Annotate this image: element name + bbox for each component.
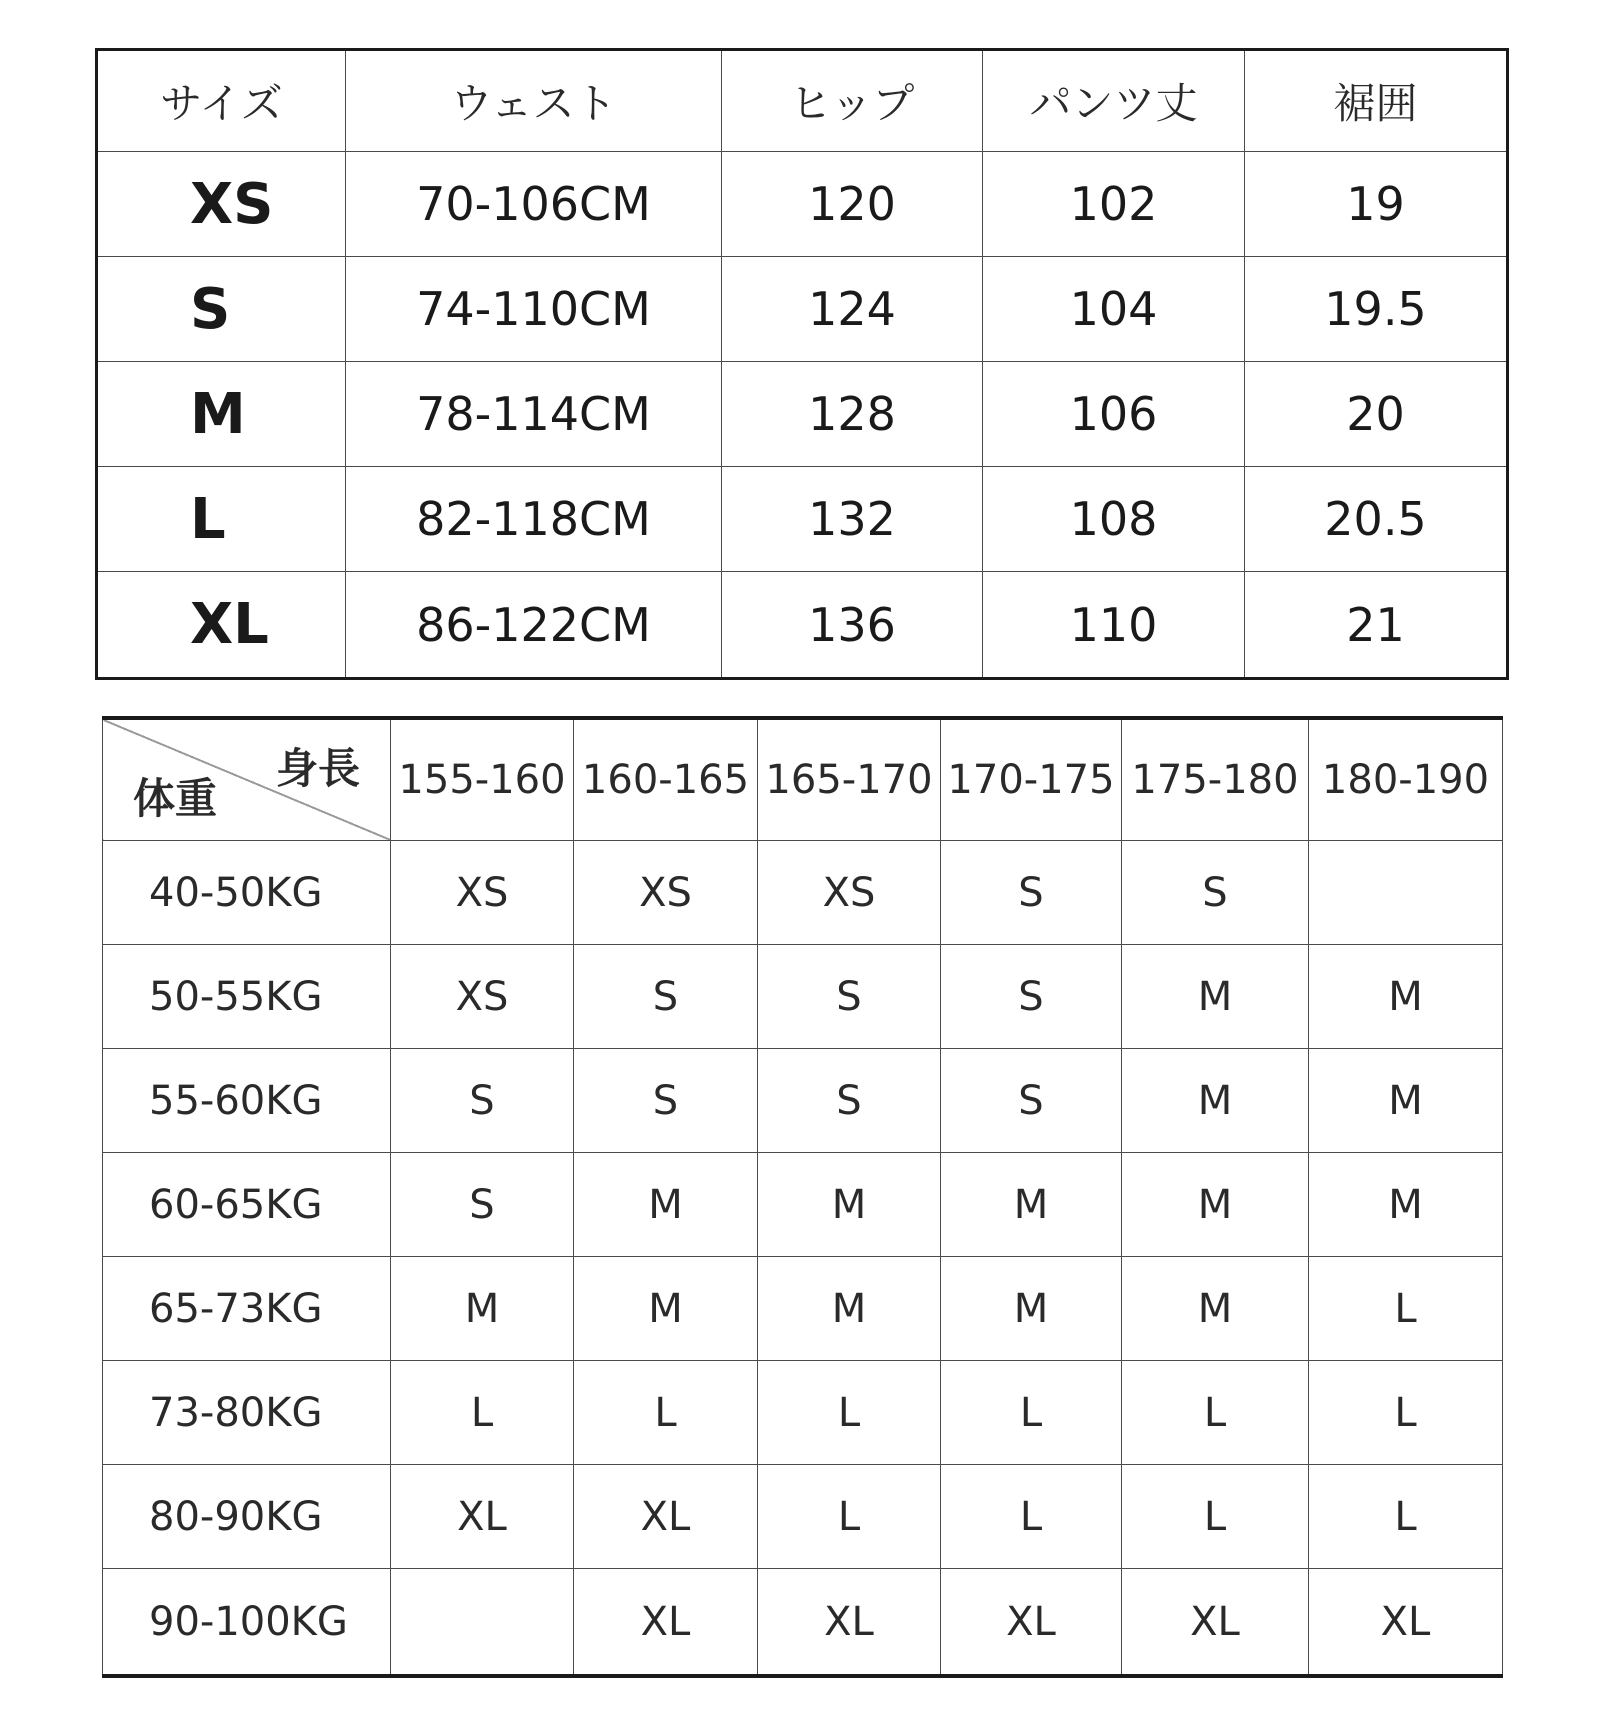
height-range-header: 165-170 xyxy=(758,718,941,841)
recommended-size: S xyxy=(758,1049,941,1153)
height-header-row xyxy=(103,718,1503,841)
weight-range-label: 65-73KG xyxy=(103,1257,391,1361)
table-row xyxy=(103,1153,1503,1257)
recommended-size: M xyxy=(1122,1049,1309,1153)
size-chart-header-row xyxy=(97,50,1508,152)
pants-length-value: 108 xyxy=(983,467,1245,572)
recommended-size: L xyxy=(1122,1361,1309,1465)
hip-value: 120 xyxy=(722,152,983,257)
hip-value: 124 xyxy=(722,257,983,362)
recommended-size: L xyxy=(1309,1257,1503,1361)
pants-length-value: 102 xyxy=(983,152,1245,257)
waist-value: 70-106CM xyxy=(346,152,722,257)
recommended-size: L xyxy=(1309,1361,1503,1465)
table-row xyxy=(103,1465,1503,1569)
weight-range-label: 73-80KG xyxy=(103,1361,391,1465)
pants-length-value: 110 xyxy=(983,572,1245,679)
recommended-size: XL xyxy=(1309,1569,1503,1676)
weight-axis-label: 体重 xyxy=(133,774,218,823)
weight-range-label: 50-55KG xyxy=(103,945,391,1049)
hip-value: 132 xyxy=(722,467,983,572)
recommended-size: M xyxy=(1122,1257,1309,1361)
recommended-size: S xyxy=(574,1049,758,1153)
header-waist: ウェスト xyxy=(346,50,722,152)
recommended-size: L xyxy=(758,1361,941,1465)
recommended-size: M xyxy=(1122,945,1309,1049)
recommended-size: XS xyxy=(391,841,574,945)
recommended-size: M xyxy=(1309,1049,1503,1153)
recommended-size: S xyxy=(941,1049,1122,1153)
recommended-size xyxy=(391,1569,574,1676)
recommended-size: M xyxy=(941,1153,1122,1257)
pants-length-value: 106 xyxy=(983,362,1245,467)
table-row xyxy=(103,1569,1503,1676)
recommended-size: S xyxy=(1122,841,1309,945)
table-row xyxy=(103,1361,1503,1465)
recommended-size: XS xyxy=(758,841,941,945)
weight-range-label: 90-100KG xyxy=(103,1569,391,1676)
table-row xyxy=(97,467,1508,572)
hem-width-value: 21 xyxy=(1245,572,1508,679)
hip-value: 128 xyxy=(722,362,983,467)
recommended-size: XL xyxy=(391,1465,574,1569)
waist-value: 78-114CM xyxy=(346,362,722,467)
recommended-size: XL xyxy=(758,1569,941,1676)
recommended-size: S xyxy=(941,945,1122,1049)
size-label: M xyxy=(97,362,346,467)
recommended-size: L xyxy=(1309,1465,1503,1569)
header-size: サイズ xyxy=(97,50,346,152)
recommended-size xyxy=(1309,841,1503,945)
recommended-size: M xyxy=(1309,945,1503,1049)
recommended-size: M xyxy=(391,1257,574,1361)
pants-length-value: 104 xyxy=(983,257,1245,362)
weight-range-label: 80-90KG xyxy=(103,1465,391,1569)
height-range-header: 180-190 xyxy=(1309,718,1503,841)
recommended-size: M xyxy=(1122,1153,1309,1257)
recommended-size: XL xyxy=(574,1465,758,1569)
size-label: XS xyxy=(97,152,346,257)
waist-value: 74-110CM xyxy=(346,257,722,362)
recommended-size: L xyxy=(391,1361,574,1465)
size-label: XL xyxy=(97,572,346,679)
height-range-header: 175-180 xyxy=(1122,718,1309,841)
corner-header-cell xyxy=(103,718,391,841)
waist-value: 82-118CM xyxy=(346,467,722,572)
recommended-size: XS xyxy=(391,945,574,1049)
recommended-size: S xyxy=(391,1153,574,1257)
recommended-size: XS xyxy=(574,841,758,945)
size-label: S xyxy=(97,257,346,362)
header-pants-length: パンツ丈 xyxy=(983,50,1245,152)
hip-value: 136 xyxy=(722,572,983,679)
recommended-size: M xyxy=(941,1257,1122,1361)
header-hem-width: 裾囲 xyxy=(1245,50,1508,152)
recommended-size: L xyxy=(941,1361,1122,1465)
hem-width-value: 19 xyxy=(1245,152,1508,257)
recommended-size: S xyxy=(391,1049,574,1153)
recommended-size: XL xyxy=(1122,1569,1309,1676)
table-row xyxy=(103,1049,1503,1153)
recommended-size: L xyxy=(1122,1465,1309,1569)
size-label: L xyxy=(97,467,346,572)
weight-range-label: 60-65KG xyxy=(103,1153,391,1257)
recommended-size: L xyxy=(941,1465,1122,1569)
recommended-size: XL xyxy=(941,1569,1122,1676)
recommended-size: M xyxy=(1309,1153,1503,1257)
recommended-size: M xyxy=(758,1257,941,1361)
height-range-header: 160-165 xyxy=(574,718,758,841)
hem-width-value: 19.5 xyxy=(1245,257,1508,362)
size-chart-table xyxy=(95,48,1509,680)
table-row xyxy=(103,841,1503,945)
table-row xyxy=(97,362,1508,467)
height-range-header: 155-160 xyxy=(391,718,574,841)
weight-range-label: 55-60KG xyxy=(103,1049,391,1153)
table-row xyxy=(97,572,1508,679)
weight-range-label: 40-50KG xyxy=(103,841,391,945)
height-axis-label: 身長 xyxy=(275,744,360,793)
recommended-size: M xyxy=(574,1153,758,1257)
recommended-size: L xyxy=(574,1361,758,1465)
size-recommendation-table xyxy=(102,716,1503,1678)
table-row xyxy=(103,945,1503,1049)
recommended-size: M xyxy=(574,1257,758,1361)
height-range-header: 170-175 xyxy=(941,718,1122,841)
table-row xyxy=(103,1257,1503,1361)
header-hip: ヒップ xyxy=(722,50,983,152)
recommended-size: S xyxy=(574,945,758,1049)
recommended-size: M xyxy=(758,1153,941,1257)
table-row xyxy=(97,152,1508,257)
waist-value: 86-122CM xyxy=(346,572,722,679)
hem-width-value: 20.5 xyxy=(1245,467,1508,572)
recommended-size: S xyxy=(758,945,941,1049)
recommended-size: L xyxy=(758,1465,941,1569)
recommended-size: XL xyxy=(574,1569,758,1676)
recommended-size: S xyxy=(941,841,1122,945)
hem-width-value: 20 xyxy=(1245,362,1508,467)
table-row xyxy=(97,257,1508,362)
